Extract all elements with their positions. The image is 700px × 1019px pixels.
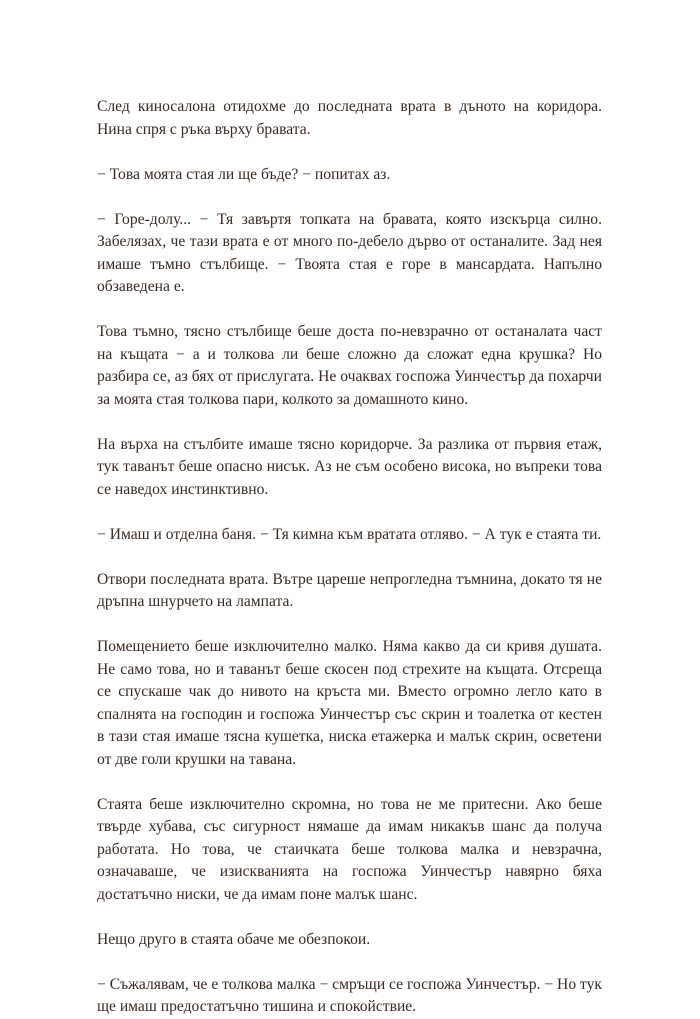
paragraph-8: Помещението беше изключително малко. Няма какво да си кривя душата. Не само това, но и таванът беше скосен под стрехите на къщата. Отсреща се спускаше чак до нивото на кръста ми. Вместо огромно легло като в спалнята на господин и госпожа Уинчестър със скрин и тоалетка от кестен в тази стая имаше тясна кушетка, ниска етажерка и малък скрин, осветени от две голи крушки на тавана. (97, 638, 602, 768)
paragraph-9: Стаята беше изключително скромна, но това не ме притесни. Ако беше твърде хубава, със сигурност нямаше да имам никакъв шанс да получа работата. Но това, че стаичката беше толкова малка и невзрачна, означаваше, че изискванията на госпожа Уинчестър навярно бяха достатъчно ниски, че да имам поне малък шанс. (97, 795, 602, 903)
paragraph-2: − Това моята стая ли ще бъде? − попитах аз. (97, 165, 391, 183)
paragraph-3: − Горе-долу... − Тя завъртя топката на бравата, която изскърца силно. Забелязах, че тази врата е от много по-дебело дърво от останалите. Зад нея имаше тъмно стълбище. − Твоята стая е горе в мансардата. Напълно обзаведена е. (97, 210, 602, 295)
paragraph-11: − Съжалявам, че е толкова малка − смръщи се госпожа Уинчестър. − Но тук ще имаш предостатъчно тишина и спокойствие. (97, 975, 602, 1015)
paragraph-5: На върха на стълбите имаше тясно коридорче. За разлика от първия етаж, тук таванът беше опасно нисък. Аз не съм особено висока, но въпреки това се наведох инстинктивно. (97, 435, 602, 498)
text-column (97, 96, 602, 1019)
paragraph-6: − Имаш и отделна баня. − Тя кимна към вратата отляво. − А тук е стаята ти. (97, 525, 602, 543)
paragraph-7: Отвори последната врата. Вътре цареше непрогледна тъмнина, докато тя не дръпна шнурчето на лампата. (97, 570, 602, 610)
paragraph-1: След киносалона отидохме до последната врата в дъното на коридора. Нина спря с ръка върху бравата. (97, 98, 602, 138)
paragraph-4: Това тъмно, тясно стълбище беше доста по-невзрачно от останалата част на къщата − а и толкова ли беше сложно да сложат една крушка? Но разбира се, аз бях от прислугата. Не очаквах госпожа Уинчестър да похарчи за моята стая толкова пари, колкото за домашното кино. (97, 323, 602, 408)
paragraph-10: Нещо друго в стаята обаче ме обезпокои. (97, 930, 371, 948)
